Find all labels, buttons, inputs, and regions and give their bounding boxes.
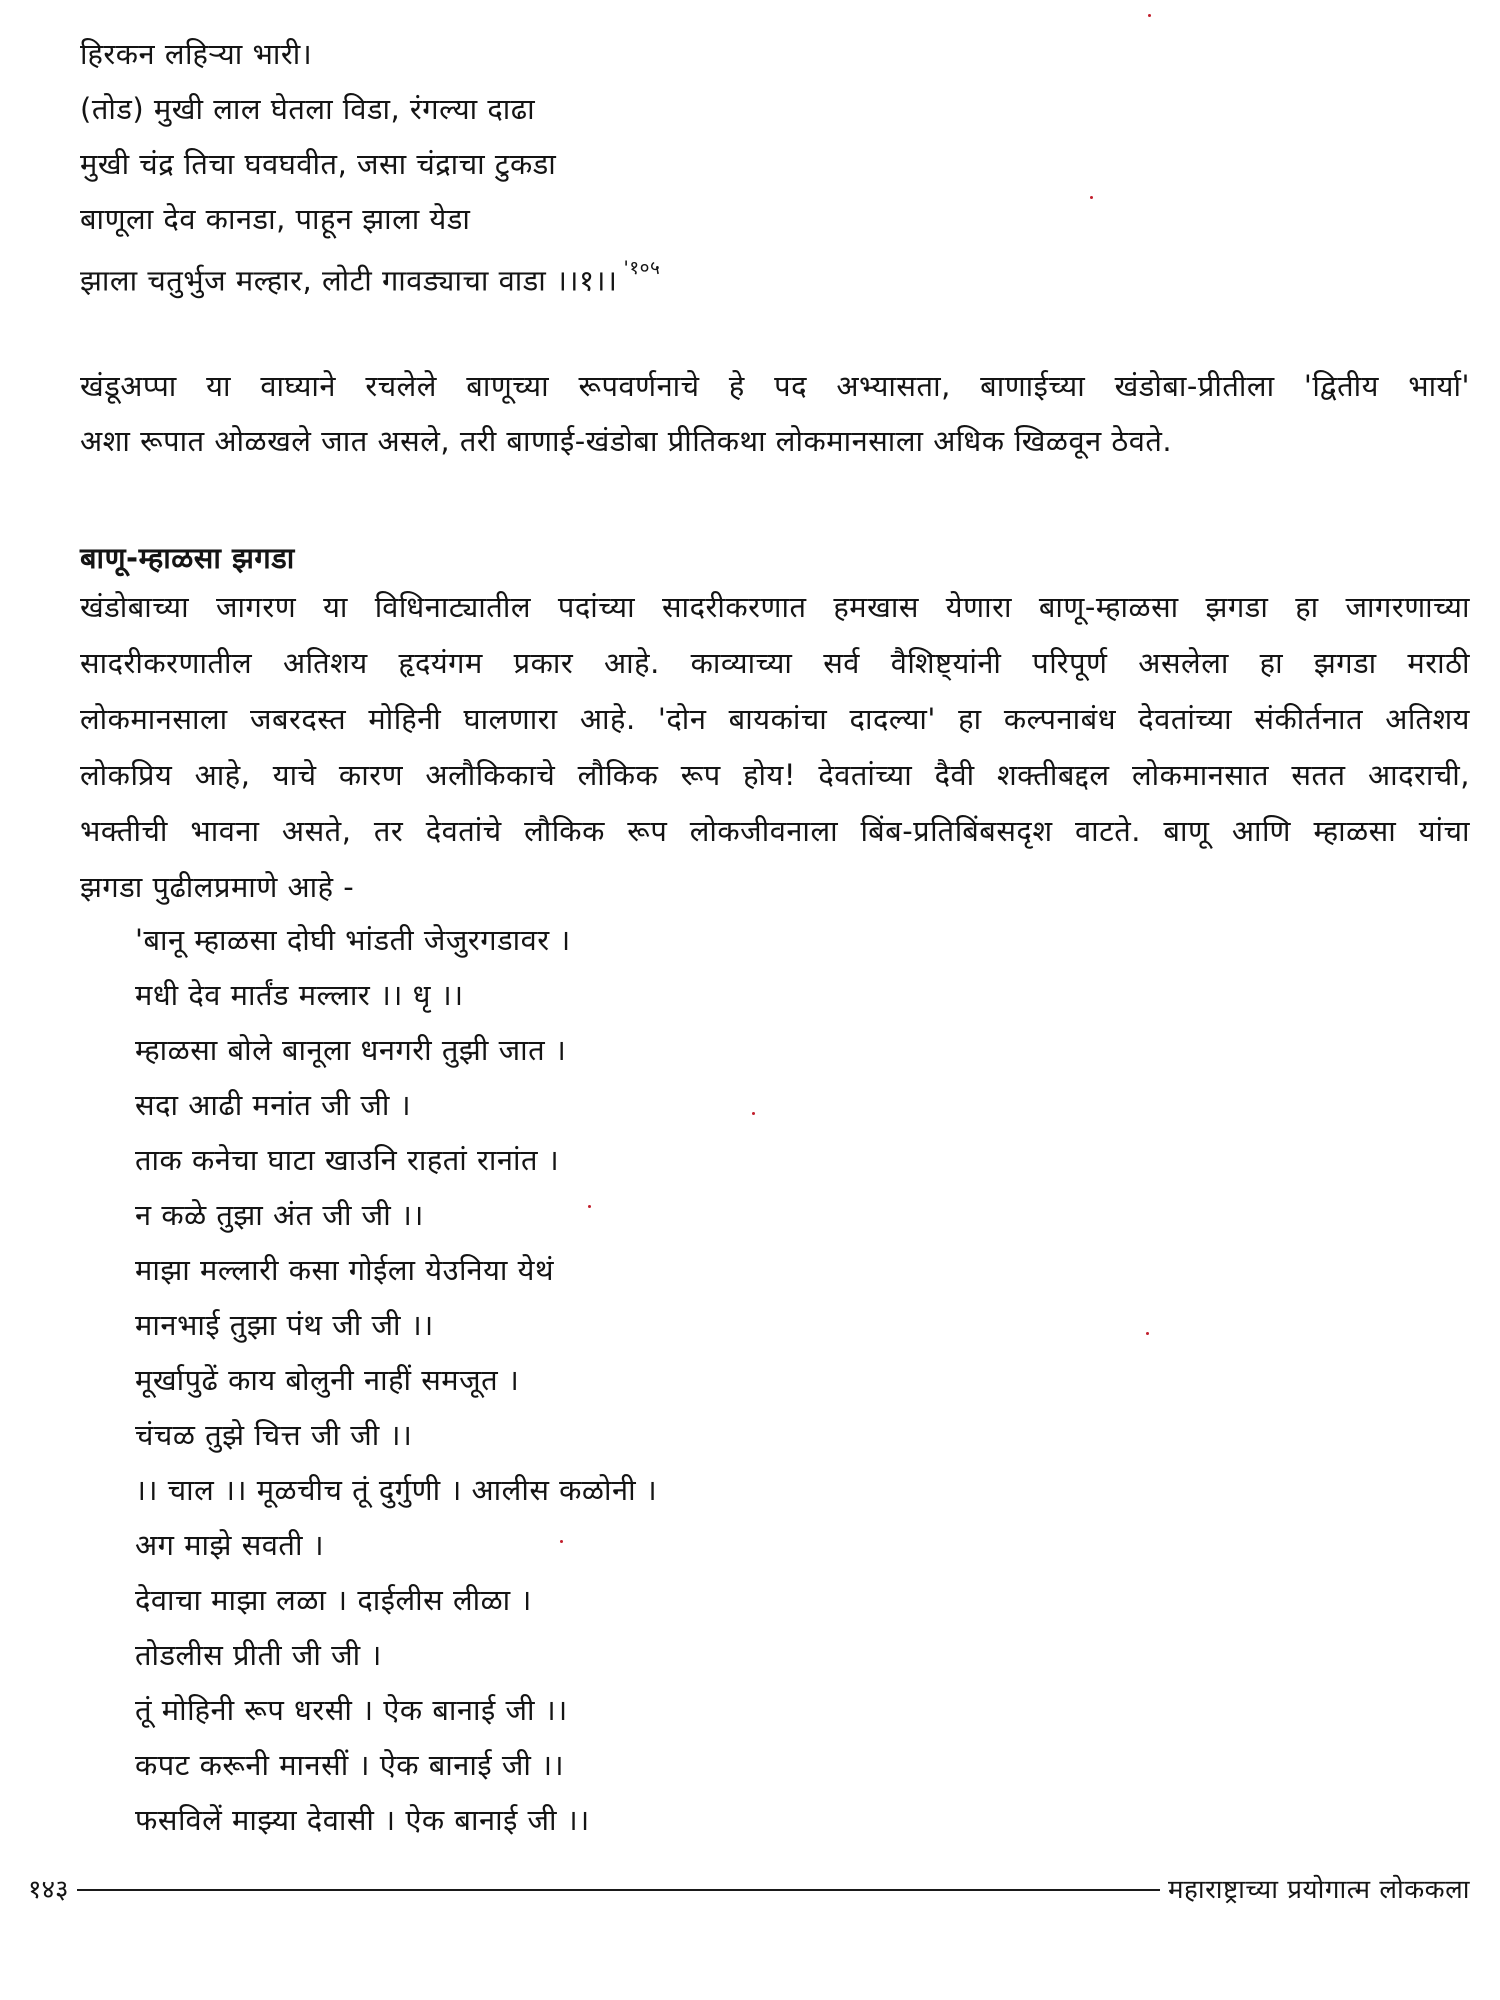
verse-line-2: मधी देव मार्तंड मल्लार ।। धृ ।। [135,978,464,1012]
verse-top-line-5-text: झाला चतुर्भुज मल्हार, लोटी गावड्याचा वाडा ।।१।। [80,263,618,298]
paragraph-1-line-1: खंडूअप्पा या वाघ्याने रचलेले बाणूच्या रूपवर्णनाचे हे पद अभ्यासता, बाणाईच्या खंडोबा-प्रीतीला 'द्वितीय भार्या' [80,369,1470,403]
paragraph-2-line-5: भक्तीची भावना असते, तर देवतांचे लौकिक रूप लोकजीवनाला बिंब-प्रतिबिंबसदृश वाटते. बाणू आणि म्हाळसा यांचा [80,814,1470,848]
paragraph-2-line-4: लोकप्रिय आहे, याचे कारण अलौकिकाचे लौकिक रूप होय! देवतांच्या दैवी शक्तीबद्दल लोकमानसात सतत आदराची, [80,758,1470,792]
verse-line-7: माझा मल्लारी कसा गोईला येउनिया येथं [135,1253,554,1287]
verse-line-6: न कळे तुझा अंत जी जी ।। [135,1198,424,1232]
verse-top-line-4: बाणूला देव कानडा, पाहून झाला येडा [80,202,471,236]
paragraph-2-line-2: सादरीकरणातील अतिशय हृदयंगम प्रकार आहे. काव्याच्या सर्व वैशिष्ट्यांनी परिपूर्ण असलेला हा झगडा मराठी [80,646,1470,680]
verse-line-14: तोडलीस प्रीती जी जी । [135,1638,382,1672]
verse-line-1: 'बानू म्हाळसा दोघी भांडती जेजुरगडावर । [135,923,571,957]
verse-line-12: अग माझे सवती । [135,1528,325,1562]
paragraph-2-line-6: झगडा पुढीलप्रमाणे आहे - [80,870,355,904]
verse-line-8: मानभाई तुझा पंथ जी जी ।। [135,1308,434,1342]
scan-speck [560,1540,563,1543]
verse-line-13: देवाचा माझा लळा । दाईलीस लीळा । [135,1583,532,1617]
verse-line-16: कपट करूनी मानसीं । ऐक बानाई जी ।। [135,1748,565,1782]
paragraph-1-line-2: अशा रूपात ओळखले जात असले, तरी बाणाई-खंडोबा प्रीतिकथा लोकमानसाला अधिक खिळवून ठेवते. [80,424,1173,458]
section-heading: बाणू-म्हाळसा झगडा [80,541,295,575]
scan-speck [1146,1332,1149,1335]
book-title: महाराष्ट्राच्या प्रयोगात्म लोककला [1167,1875,1470,1905]
verse-line-3: म्हाळसा बोले बानूला धनगरी तुझी जात । [135,1033,567,1067]
scan-speck [1148,14,1151,17]
paragraph-2-line-1: खंडोबाच्या जागरण या विधिनाट्यातील पदांच्या सादरीकरणात हमखास येणारा बाणू-म्हाळसा झगडा हा जागरणाच्या [80,590,1470,624]
verse-top-line-1: हिरकन लहिऱ्या भारी। [80,37,313,71]
verse-top-line-3: मुखी चंद्र तिचा घवघवीत, जसा चंद्राचा टुकडा [80,147,557,181]
footnote-reference: '१०५ [623,257,661,279]
verse-line-11: ।। चाल ।। मूळचीच तूं दुर्गुणी । आलीस कळोनी । [135,1473,658,1507]
verse-line-17: फसविलें माझ्या देवासी । ऐक बानाई जी ।। [135,1803,590,1837]
page-footer [28,1868,1470,1908]
verse-top-line-2: (तोड) मुखी लाल घेतला विडा, रंगल्या दाढा [80,92,536,126]
paragraph-2-line-3: लोकमानसाला जबरदस्त मोहिनी घालणारा आहे. 'दोन बायकांचा दादल्या' हा कल्पनाबंध देवतांच्या संकीर्तनात अतिशय [80,702,1470,736]
verse-line-5: ताक कनेचा घाटा खाउनि राहतां रानांत । [135,1143,560,1177]
verse-line-9: मूर्खापुढें काय बोलुनी नाहीं समजूत । [135,1363,520,1397]
scan-speck [1090,196,1093,199]
verse-line-4: सदा आढी मनांत जी जी । [135,1088,412,1122]
footer-rule [77,1889,1160,1891]
page-number: १४३ [28,1875,69,1905]
scan-speck [588,1205,591,1208]
verse-line-15: तूं मोहिनी रूप धरसी । ऐक बानाई जी ।। [135,1693,568,1727]
scan-speck [752,1112,755,1115]
verse-line-10: चंचळ तुझे चित्त जी जी ।। [135,1418,413,1452]
verse-top-line-5 [80,254,660,301]
